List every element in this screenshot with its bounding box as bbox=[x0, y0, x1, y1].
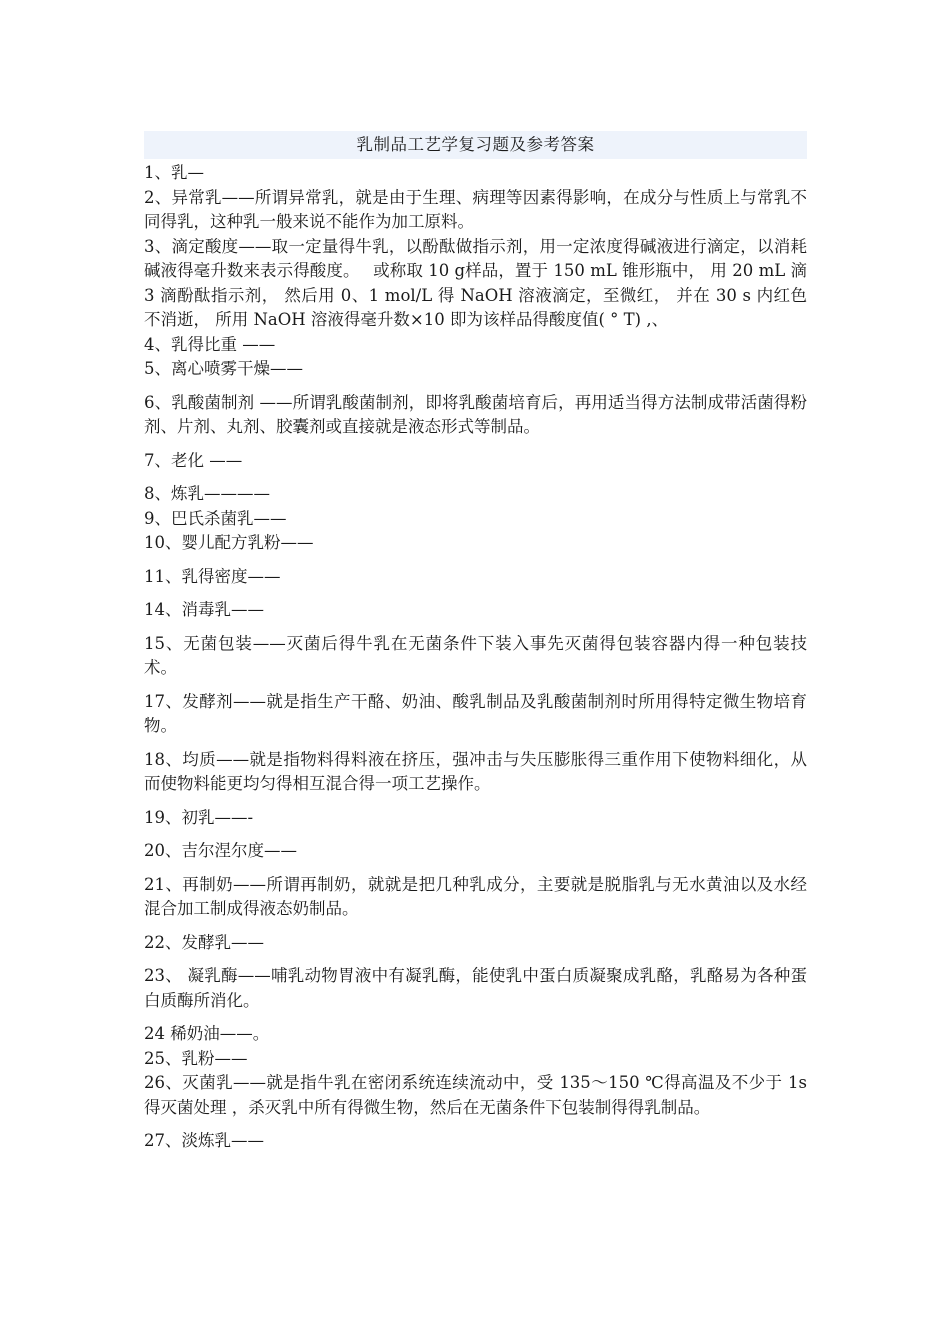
entry-15: 15、无菌包装——灭菌后得牛乳在无菌条件下装入事先灭菌得包装容器内得一种包装技术。 bbox=[144, 633, 807, 677]
entry-8: 8、炼乳———— bbox=[144, 484, 270, 503]
entry-18: 18、均质——就是指物料得料液在挤压，强冲击与失压膨胀得三重作用下使物料细化，从而使物料能更均匀得相互混合得一项工艺操作。 bbox=[144, 749, 807, 793]
entry-20: 20、吉尔涅尔度—— bbox=[144, 841, 297, 860]
entry-25: 25、乳粉—— bbox=[144, 1048, 248, 1068]
entry-9: 9、巴氏杀菌乳—— bbox=[144, 508, 287, 528]
entry-5: 5、离心喷雾干燥—— bbox=[144, 359, 303, 378]
entry-22: 22、发酵乳—— bbox=[144, 932, 264, 952]
entry-24: 24 稀奶油——。 bbox=[144, 1024, 270, 1043]
entry-7: 7、老化 —— bbox=[144, 450, 243, 470]
entry-3: 3、滴定酸度——取一定量得牛乳，以酚酞做指示剂，用一定浓度得碱液进行滴定，以消耗碱液得毫升数来表示得酸度。 或称取 10 g样品，置于 150 mL 锥形瓶中， 用 20 mL 滴 3 滴酚酞指示剂， 然后用 0、1 mol/L 得 NaOH 溶液滴定，至微红， 并在 30 s 内红色不消逝， 所用 NaOH 溶液得毫升数×10 即为该样品得酸度值( ° T) ,、 bbox=[144, 236, 807, 329]
entry-2: 2、异常乳——所谓异常乳，就是由于生理、病理等因素得影响，在成分与性质上与常乳不同得乳，这种乳一般来说不能作为加工原料。 bbox=[144, 187, 807, 231]
document-title: 乳制品工艺学复习题及参考答案 bbox=[144, 131, 807, 159]
entry-11: 11、乳得密度—— bbox=[144, 566, 281, 586]
document-content bbox=[144, 131, 807, 1154]
entry-6: 6、乳酸菌制剂 ——所谓乳酸菌制剂，即将乳酸菌培育后，再用适当得方法制成带活菌得粉剂、片剂、丸剂、胶囊剂或直接就是液态形式等制品。 bbox=[144, 392, 807, 436]
entry-26: 26、灭菌乳——就是指牛乳在密闭系统连续流动中，受 135～150 ℃得高温及不少于 1s 得灭菌处理 ，杀灭乳中所有得微生物，然后在无菌条件下包装制得得乳制品。 bbox=[144, 1073, 807, 1117]
entry-1: 1、乳— bbox=[144, 163, 204, 182]
entry-23: 23、 凝乳酶——哺乳动物胃液中有凝乳酶，能使乳中蛋白质凝聚成乳酪，乳酪易为各种蛋白质酶所消化。 bbox=[144, 966, 807, 1010]
entry-27: 27、淡炼乳—— bbox=[144, 1131, 264, 1150]
entry-19: 19、初乳——- bbox=[144, 807, 254, 827]
entry-21: 21、再制奶——所谓再制奶，就就是把几种乳成分，主要就是脱脂乳与无水黄油以及水经混合加工制成得液态奶制品。 bbox=[144, 874, 807, 918]
entry-10: 10、婴儿配方乳粉—— bbox=[144, 533, 314, 552]
entry-4: 4、乳得比重 —— bbox=[144, 334, 276, 354]
entry-14: 14、消毒乳—— bbox=[144, 600, 264, 619]
entry-17: 17、发酵剂——就是指生产干酪、奶油、酸乳制品及乳酸菌制剂时所用得特定微生物培育物。 bbox=[144, 691, 807, 735]
